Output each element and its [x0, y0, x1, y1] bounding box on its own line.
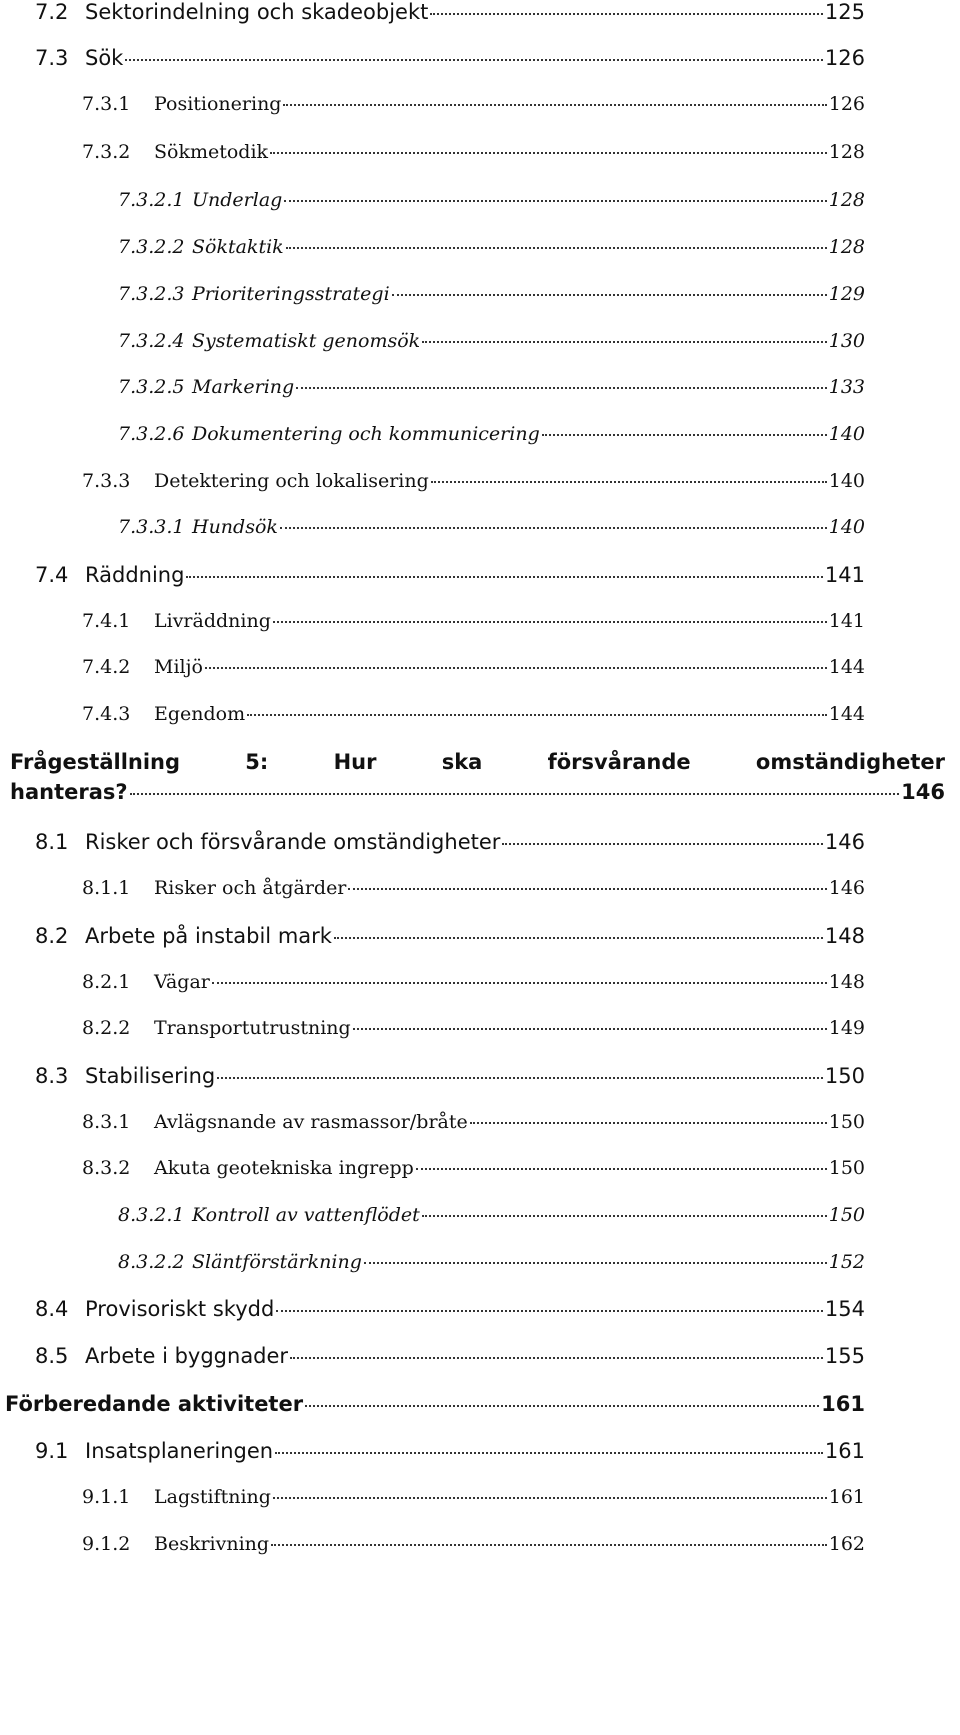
- dot-leader: [431, 481, 827, 483]
- toc-number: 7.3.2.5: [118, 376, 185, 398]
- toc-entry[interactable]: [0, 1204, 960, 1248]
- toc-entry[interactable]: [0, 1157, 960, 1201]
- toc-title: Vägar: [154, 971, 210, 993]
- toc-number: 7.3.2.4: [118, 330, 185, 352]
- toc-page-number: 150: [824, 1064, 865, 1088]
- chapter-word: Frågeställning: [10, 750, 181, 774]
- toc-number: 8.5: [35, 1344, 69, 1368]
- toc-entry[interactable]: [0, 830, 960, 874]
- toc-title: Akuta geotekniska ingrepp: [154, 1157, 414, 1179]
- toc-page-number: 144: [828, 656, 865, 678]
- toc-page-number: 129: [828, 283, 865, 305]
- toc-entry[interactable]: [0, 1017, 960, 1061]
- chapter-word: 5:: [245, 750, 269, 774]
- toc-number: 8.3: [35, 1064, 69, 1088]
- toc-entry[interactable]: [0, 656, 960, 700]
- toc-page-number: 128: [828, 236, 865, 258]
- toc-page-number: 152: [828, 1251, 865, 1273]
- dot-leader: [422, 1215, 827, 1217]
- dot-leader: [273, 621, 827, 623]
- toc-title: Sökmetodik: [154, 141, 269, 163]
- toc-page-number: 148: [828, 971, 865, 993]
- toc-entry[interactable]: [0, 971, 960, 1015]
- toc-number: 7.2: [35, 0, 69, 24]
- toc-number: 7.4.3: [82, 703, 131, 725]
- toc-page-number: 141: [828, 610, 865, 632]
- toc-entry[interactable]: [0, 610, 960, 654]
- toc-entry[interactable]: [0, 703, 960, 747]
- toc-page-number: 141: [824, 563, 865, 587]
- toc-number: 8.2.1: [82, 971, 131, 993]
- toc-page-number: 146: [901, 780, 945, 804]
- toc-entry[interactable]: [0, 283, 960, 327]
- chapter-title-end: hanteras?: [10, 780, 128, 804]
- toc-number: 8.3.1: [82, 1111, 131, 1133]
- toc-entry[interactable]: [0, 1486, 960, 1530]
- toc-entry[interactable]: [0, 141, 960, 185]
- dot-leader: [290, 1357, 823, 1359]
- toc-number: 9.1.2: [82, 1533, 131, 1555]
- toc-page-number: 140: [828, 423, 865, 445]
- toc-page-number: 126: [824, 46, 865, 70]
- toc-entry[interactable]: [0, 470, 960, 514]
- toc-page-number: 146: [828, 877, 865, 899]
- toc-number: 7.3: [35, 46, 69, 70]
- toc-entry[interactable]: [0, 423, 960, 467]
- dot-leader: [502, 843, 823, 845]
- toc-title: Söktaktik: [192, 236, 284, 258]
- toc-entry[interactable]: [0, 1111, 960, 1155]
- toc-number: 7.3.2.2: [118, 236, 185, 258]
- toc-title: Avlägsnande av rasmassor/bråte: [154, 1111, 468, 1133]
- dot-leader: [305, 1405, 819, 1407]
- toc-page-number: 155: [824, 1344, 865, 1368]
- toc-page-number: 140: [828, 470, 865, 492]
- toc-number: 7.3.3: [82, 470, 131, 492]
- dot-leader: [470, 1122, 827, 1124]
- toc-page-number: 128: [828, 189, 865, 211]
- toc-number: 7.3.2.3: [118, 283, 185, 305]
- toc-chapter-entry[interactable]: [10, 750, 945, 804]
- toc-page-number: 162: [828, 1533, 865, 1555]
- toc-entry[interactable]: [0, 924, 960, 968]
- toc-number: 8.3.2.1: [118, 1204, 185, 1226]
- toc-title: Beskrivning: [154, 1533, 270, 1555]
- toc-title: Systematiskt genomsök: [192, 330, 421, 352]
- toc-title: Detektering och lokalisering: [154, 470, 429, 492]
- chapter-title-line: [10, 750, 945, 774]
- dot-leader: [284, 200, 826, 202]
- toc-entry[interactable]: [0, 189, 960, 233]
- toc-entry[interactable]: [0, 516, 960, 560]
- dot-leader: [125, 59, 823, 61]
- toc-title: Dokumentering och kommunicering: [192, 423, 540, 445]
- toc-title: Markering: [192, 376, 295, 398]
- dot-leader: [334, 937, 823, 939]
- toc-page-number: 146: [824, 830, 865, 854]
- toc-number: 7.3.2.1: [118, 189, 185, 211]
- toc-entry[interactable]: [0, 330, 960, 374]
- toc-title: Positionering: [154, 93, 282, 115]
- toc-title: Livräddning: [154, 610, 271, 632]
- dot-leader: [542, 434, 827, 436]
- chapter-word: Hur: [333, 750, 377, 774]
- toc-page-number: 130: [828, 330, 865, 352]
- toc-title: Släntförstärkning: [192, 1251, 362, 1273]
- toc-page-number: 161: [821, 1392, 865, 1416]
- toc-title: Sök: [85, 46, 124, 70]
- toc-number: 7.4.2: [82, 656, 131, 678]
- toc-title: Egendom: [154, 703, 246, 725]
- toc-entry[interactable]: [0, 1439, 960, 1483]
- chapter-title-continuation: [10, 780, 945, 804]
- toc-page-number: 149: [828, 1017, 865, 1039]
- dot-leader: [247, 714, 827, 716]
- toc-number: 8.2.2: [82, 1017, 131, 1039]
- toc-entry[interactable]: [0, 236, 960, 280]
- toc-number: 8.3.2.2: [118, 1251, 185, 1273]
- toc-chapter-entry[interactable]: [0, 1392, 960, 1436]
- toc-title: Insatsplaneringen: [85, 1439, 274, 1463]
- toc-number: 8.2: [35, 924, 69, 948]
- dot-leader: [276, 1310, 823, 1312]
- toc-number: 9.1.1: [82, 1486, 131, 1508]
- dot-leader: [130, 793, 900, 795]
- toc-entry[interactable]: [0, 93, 960, 137]
- dot-leader: [273, 1497, 827, 1499]
- toc-title: Kontroll av vattenflödet: [192, 1204, 420, 1226]
- dot-leader: [271, 1544, 827, 1546]
- toc-number: 7.3.2.6: [118, 423, 185, 445]
- toc-title: Lagstiftning: [154, 1486, 271, 1508]
- toc-title: Räddning: [85, 563, 185, 587]
- dot-leader: [186, 576, 822, 578]
- dot-leader: [217, 1077, 823, 1079]
- dot-leader: [205, 667, 827, 669]
- toc-title: Provisoriskt skydd: [85, 1297, 275, 1321]
- toc-entry[interactable]: [0, 46, 960, 90]
- dot-leader: [348, 888, 826, 890]
- dot-leader: [422, 341, 827, 343]
- toc-number: 8.1.1: [82, 877, 131, 899]
- toc-title: Prioriteringsstrategi: [192, 283, 390, 305]
- dot-leader: [212, 982, 827, 984]
- dot-leader: [353, 1028, 827, 1030]
- toc-entry[interactable]: [0, 1297, 960, 1341]
- toc-page-number: 150: [828, 1157, 865, 1179]
- toc-entry[interactable]: [0, 1064, 960, 1108]
- toc-entry[interactable]: [0, 1251, 960, 1295]
- toc-entry[interactable]: [0, 1533, 960, 1577]
- dot-leader: [270, 152, 827, 154]
- toc-number: 7.3.1: [82, 93, 131, 115]
- toc-page-number: 154: [824, 1297, 865, 1321]
- toc-number: 9.1: [35, 1439, 69, 1463]
- dot-leader: [286, 247, 827, 249]
- toc-page-number: 148: [824, 924, 865, 948]
- toc-entry[interactable]: [0, 877, 960, 921]
- toc-title: Hundsök: [192, 516, 278, 538]
- toc-title: Arbete på instabil mark: [85, 924, 332, 948]
- toc-page-number: 125: [824, 0, 865, 24]
- dot-leader: [280, 527, 827, 529]
- toc-number: 8.1: [35, 830, 69, 854]
- toc-entry[interactable]: [0, 563, 960, 607]
- dot-leader: [364, 1262, 827, 1264]
- toc-title: Underlag: [192, 189, 283, 211]
- toc-page-number: 128: [828, 141, 865, 163]
- toc-entry[interactable]: [0, 1344, 960, 1388]
- dot-leader: [275, 1452, 823, 1454]
- toc-page-number: 161: [824, 1439, 865, 1463]
- toc-title: Stabilisering: [85, 1064, 216, 1088]
- chapter-word: försvårande: [547, 750, 691, 774]
- toc-page-number: 161: [828, 1486, 865, 1508]
- toc-number: 7.4.1: [82, 610, 131, 632]
- toc-page-number: 150: [828, 1204, 865, 1226]
- dot-leader: [430, 13, 823, 15]
- toc-entry[interactable]: [0, 0, 960, 44]
- dot-leader: [296, 387, 827, 389]
- toc-title: Förberedande aktiviteter: [5, 1392, 304, 1416]
- toc-number: 7.3.2: [82, 141, 131, 163]
- dot-leader: [416, 1168, 827, 1170]
- toc-entry[interactable]: [0, 376, 960, 420]
- toc-page-number: 133: [828, 376, 865, 398]
- chapter-word: ska: [441, 750, 483, 774]
- toc-page-number: 126: [828, 93, 865, 115]
- toc-title: Transportutrustning: [154, 1017, 351, 1039]
- toc-title: Risker och åtgärder: [154, 877, 347, 899]
- toc-page-number: 140: [828, 516, 865, 538]
- toc-title: Miljö: [154, 656, 203, 678]
- toc-number: 7.4: [35, 563, 69, 587]
- toc-title: Arbete i byggnader: [85, 1344, 289, 1368]
- toc-number: 7.3.3.1: [118, 516, 185, 538]
- toc-title: Risker och försvårande omständigheter: [85, 830, 501, 854]
- toc-page-number: 150: [828, 1111, 865, 1133]
- dot-leader: [283, 104, 826, 106]
- chapter-word: omständigheter: [755, 750, 945, 774]
- dot-leader: [392, 294, 827, 296]
- toc-number: 8.3.2: [82, 1157, 131, 1179]
- toc-number: 8.4: [35, 1297, 69, 1321]
- toc-page-number: 144: [828, 703, 865, 725]
- toc-title: Sektorindelning och skadeobjekt: [85, 0, 429, 24]
